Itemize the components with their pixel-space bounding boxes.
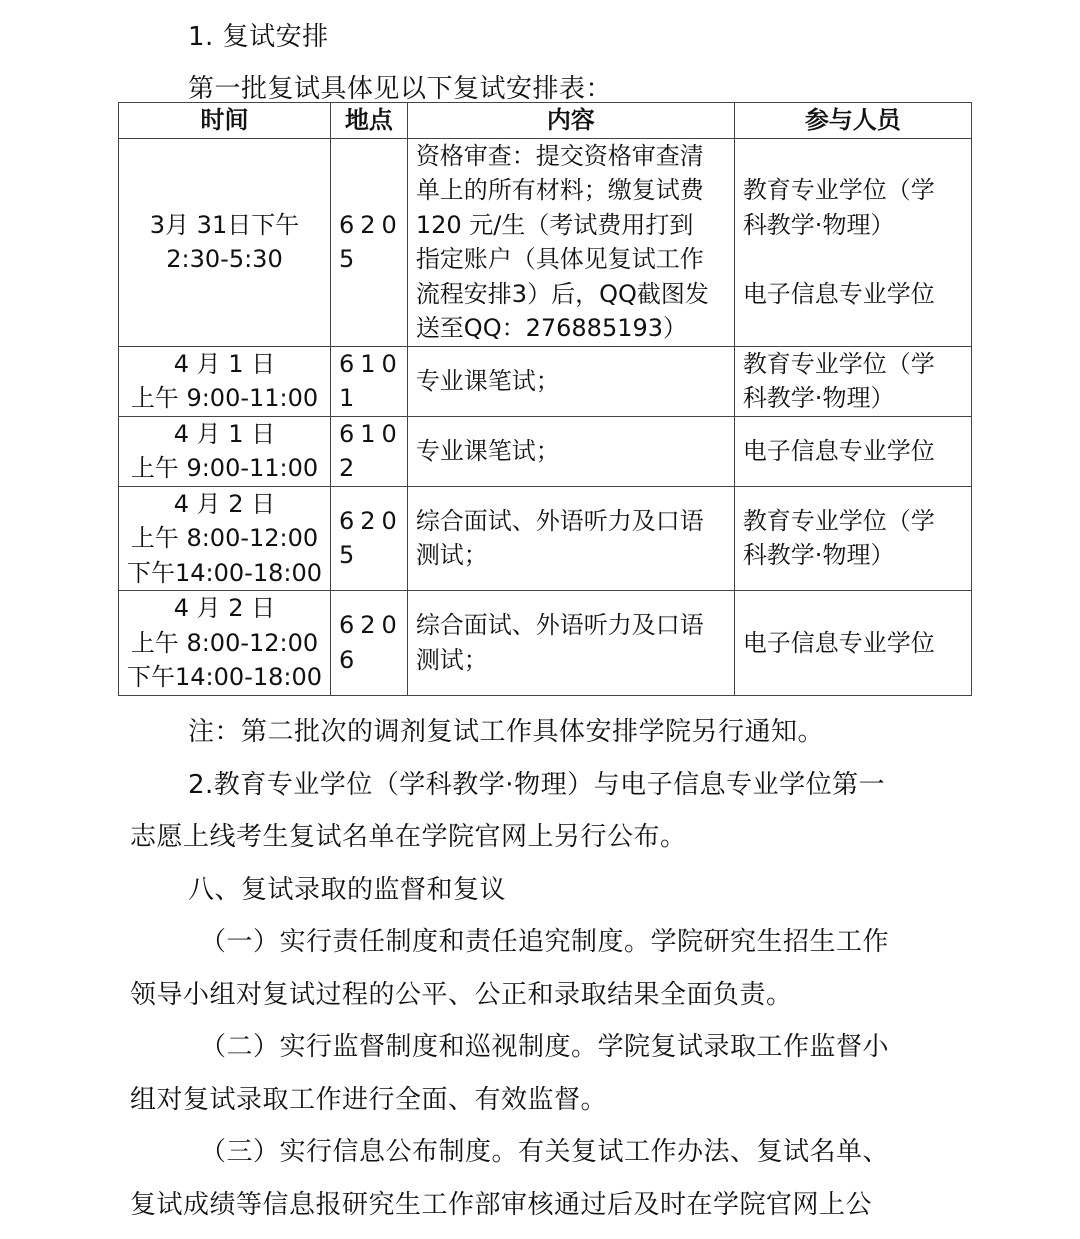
cell-line: 610 xyxy=(339,419,403,448)
cell-content xyxy=(407,346,734,416)
table-intro: 第一批复试具体见以下复试安排表： xyxy=(188,74,613,104)
cell-line: 送至QQ：276885193） xyxy=(415,314,688,342)
schedule-table xyxy=(118,102,972,696)
cell-line: 620 xyxy=(339,611,403,640)
cell-line: 教育专业学位（学 xyxy=(742,506,935,535)
body-line: 八、复试录取的监督和复议 xyxy=(188,874,507,905)
cell-line: 综合面试、外语听力及口语 xyxy=(415,506,704,535)
cell-line: 电子信息专业学位 xyxy=(742,279,935,308)
cell-line: 3月 31日下午 xyxy=(149,210,300,239)
column-header: 时间 xyxy=(119,103,331,139)
cell-line: 620 xyxy=(339,210,403,239)
cell-line: 上午 8:00-12:00 xyxy=(130,524,319,552)
cell-line xyxy=(743,242,963,277)
cell-time xyxy=(119,346,331,416)
cell-line: 教育专业学位（学 xyxy=(742,349,935,378)
cell-line: 4 月 2 日 xyxy=(173,489,276,518)
cell-line: 测试； xyxy=(415,645,488,674)
table-row xyxy=(119,346,972,416)
cell-place xyxy=(331,486,408,591)
cell-time xyxy=(119,138,331,346)
cell-people xyxy=(734,138,971,346)
table-row xyxy=(119,591,972,696)
cell-place xyxy=(331,591,408,696)
body-line: 复试成绩等信息报研究生工作部审核通过后及时在学院官网上公 xyxy=(130,1189,873,1220)
cell-time xyxy=(119,486,331,591)
cell-line: 科教学·物理） xyxy=(742,384,895,412)
cell-line: 5 xyxy=(339,541,361,570)
body-line: 组对复试录取工作进行全面、有效监督。 xyxy=(130,1084,608,1115)
cell-line: 2:30-5:30 xyxy=(166,245,283,273)
cell-time xyxy=(119,591,331,696)
cell-line: 科教学·物理） xyxy=(742,541,895,570)
cell-place xyxy=(331,346,408,416)
cell-line: 6 xyxy=(339,645,361,674)
cell-line: 2 xyxy=(339,454,361,482)
body-line: （三）实行信息公布制度。有关复试工作办法、复试名单、 xyxy=(200,1137,890,1167)
cell-line: 综合面试、外语听力及口语 xyxy=(415,611,704,640)
cell-line: 下午14:00-18:00 xyxy=(127,663,322,691)
cell-line: 上午 8:00-12:00 xyxy=(130,628,319,657)
cell-line: 流程安排3）后，QQ截图发 xyxy=(415,279,709,308)
cell-time xyxy=(119,416,331,486)
column-header: 参与人员 xyxy=(734,103,971,139)
cell-line: 测试； xyxy=(415,541,488,570)
cell-line: 上午 9:00-11:00 xyxy=(130,454,319,482)
cell-line: 620 xyxy=(339,506,403,535)
cell-people xyxy=(734,346,971,416)
cell-line: 资格审查：提交资格审查清 xyxy=(415,141,704,170)
cell-content xyxy=(407,138,734,346)
body-line: 2.教育专业学位（学科教学·物理）与电子信息专业学位第一 xyxy=(188,769,886,800)
cell-place xyxy=(331,416,408,486)
section-heading: 1. 复试安排 xyxy=(188,22,329,52)
cell-line: 单上的所有材料；缴复试费 xyxy=(415,176,704,204)
cell-place xyxy=(331,138,408,346)
body-line: （二）实行监督制度和巡视制度。学院复试录取工作监督小 xyxy=(200,1032,890,1062)
cell-people xyxy=(734,486,971,591)
column-header: 地点 xyxy=(331,103,408,139)
table-row xyxy=(119,138,972,346)
body-line: 注：第二批次的调剂复试工作具体安排学院另行通知。 xyxy=(188,717,825,747)
cell-line: 120 元/生（考试费用打到 xyxy=(415,210,694,239)
column-header: 内容 xyxy=(407,103,734,139)
cell-line: 下午14:00-18:00 xyxy=(127,558,322,587)
body-line: 志愿上线考生复试名单在学院官网上另行公布。 xyxy=(130,822,687,852)
cell-line: 610 xyxy=(339,349,403,378)
body-line: （一）实行责任制度和责任追究制度。学院研究生招生工作 xyxy=(200,927,890,957)
table-row xyxy=(119,486,972,591)
cell-line: 5 xyxy=(339,245,361,273)
cell-line: 教育专业学位（学 xyxy=(742,176,935,204)
cell-line: 上午 9:00-11:00 xyxy=(130,384,319,412)
cell-content xyxy=(407,416,734,486)
cell-line: 4 月 2 日 xyxy=(173,594,276,622)
cell-line: 专业课笔试； xyxy=(415,366,560,395)
cell-line: 专业课笔试； xyxy=(415,436,560,465)
cell-people xyxy=(734,416,971,486)
cell-line: 科教学·物理） xyxy=(742,210,895,239)
cell-line: 电子信息专业学位 xyxy=(742,436,935,465)
cell-line: 4 月 1 日 xyxy=(173,349,276,378)
table-row xyxy=(119,416,972,486)
cell-content xyxy=(407,591,734,696)
body-line: 领导小组对复试过程的公平、公正和录取结果全面负责。 xyxy=(130,979,793,1010)
cell-line: 1 xyxy=(339,384,361,412)
cell-people xyxy=(734,591,971,696)
cell-line: 电子信息专业学位 xyxy=(742,628,935,657)
cell-line: 4 月 1 日 xyxy=(173,419,276,448)
cell-line: 指定账户（具体见复试工作 xyxy=(415,245,704,273)
cell-content xyxy=(407,486,734,591)
